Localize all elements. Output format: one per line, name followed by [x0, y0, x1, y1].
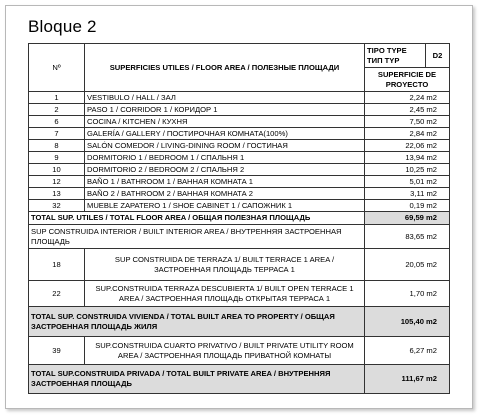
- header-surface-label: SUPERFICIE DE PROYECTO: [365, 68, 450, 92]
- table-row: [29, 104, 450, 116]
- table-row: [29, 176, 450, 188]
- header-description: SUPERFICIES UTILES / FLOOR AREA / ПОЛЕЗНЫЕ ПЛОЩАДИ: [85, 44, 365, 92]
- row-value: 20,05 m2: [365, 249, 450, 281]
- table-row: [29, 200, 450, 212]
- row-value: 22,06 m2: [365, 140, 450, 152]
- total-built-dwelling-row: [29, 307, 450, 337]
- row-num: 9: [29, 152, 85, 164]
- row-num: 22: [29, 281, 85, 307]
- total-built-dwelling-value: 105,40 m2: [365, 307, 450, 337]
- total-built-private-row: [29, 365, 450, 394]
- table-row: [29, 188, 450, 200]
- row-description: VESTIBULO / HALL / ЗАЛ: [85, 92, 365, 104]
- terrace-covered-row: [29, 249, 450, 281]
- total-useful-label: TOTAL SUP. UTILES / TOTAL FLOOR AREA / ОБЩАЯ ПОЛЕЗНАЯ ПЛОЩАДЬ: [29, 212, 365, 225]
- row-num: 18: [29, 249, 85, 281]
- row-description: BAÑO 1 / BATHROOM 1 / ВАННАЯ КОМНАТА 1: [85, 176, 365, 188]
- block-heading: Bloque 2: [28, 17, 97, 36]
- built-interior-value: 83,65 m2: [365, 225, 450, 249]
- total-useful-row: [29, 212, 450, 225]
- row-num: 10: [29, 164, 85, 176]
- row-value: 2,45 m2: [365, 104, 450, 116]
- row-value: 5,01 m2: [365, 176, 450, 188]
- table-row: [29, 164, 450, 176]
- total-built-private-label: TOTAL SUP.CONSTRUIDA PRIVADA / TOTAL BUILT PRIVATE AREA / ВНУТРЕННЯЯ ЗАСТРОЕННАЯ ПЛОЩАДЬ: [29, 365, 365, 394]
- row-num: 13: [29, 188, 85, 200]
- row-description: DORMITORIO 1 / BEDROOM 1 / СПАЛЬНЯ 1: [85, 152, 365, 164]
- total-useful-value: 69,59 m2: [365, 212, 450, 225]
- table-row: [29, 128, 450, 140]
- row-value: 7,50 m2: [365, 116, 450, 128]
- header-type-label: TIPO TYPE ТИП TYP: [365, 44, 426, 68]
- header-num: Nº: [29, 44, 85, 92]
- row-num: 2: [29, 104, 85, 116]
- row-value: 10,25 m2: [365, 164, 450, 176]
- row-value: 2,24 m2: [365, 92, 450, 104]
- terrace-open-row: [29, 281, 450, 307]
- row-description: PASO 1 / CORRIDOR 1 / КОРИДОР 1: [85, 104, 365, 116]
- utility-room-row: [29, 337, 450, 365]
- table-row: [29, 152, 450, 164]
- row-value: 2,84 m2: [365, 128, 450, 140]
- row-value: 13,94 m2: [365, 152, 450, 164]
- row-value: 1,70 m2: [365, 281, 450, 307]
- table-row: [29, 140, 450, 152]
- row-description: SUP.CONSTRUIDA CUARTO PRIVATIVO / BUILT PRIVATE UTILITY ROOM AREA / ЗАСТРОЕННАЯ ПЛОЩАДЬ ПРИВАТНОЙ КОМНАТЫ: [85, 337, 365, 365]
- row-description: GALERÍA / GALLERY / ПОСТИРОЧНАЯ КОМНАТА(100%): [85, 128, 365, 140]
- row-num: 12: [29, 176, 85, 188]
- built-interior-label: SUP CONSTRUIDA INTERIOR / BUILT INTERIOR AREA / ВНУТРЕННЯЯ ЗАСТРОЕННАЯ ПЛОЩАДЬ: [29, 225, 365, 249]
- row-description: SUP.CONSTRUIDA TERRAZA DESCUBIERTA 1/ BUILT OPEN TERRACE 1 AREA / ЗАСТРОЕННАЯ ПЛОЩАДЬ ОТКРЫТАЯ ТЕРРАСА 1: [85, 281, 365, 307]
- row-value: 3,11 m2: [365, 188, 450, 200]
- row-value: 0,19 m2: [365, 200, 450, 212]
- row-description: BAÑO 2 / BATHROOM 2 / ВАННАЯ КОМНАТА 2: [85, 188, 365, 200]
- row-num: 6: [29, 116, 85, 128]
- row-description: COCINA / KITCHEN / КУХНЯ: [85, 116, 365, 128]
- area-table: [28, 43, 450, 394]
- row-num: 39: [29, 337, 85, 365]
- built-interior-row: [29, 225, 450, 249]
- row-num: 1: [29, 92, 85, 104]
- document-page: [5, 5, 473, 409]
- row-value: 6,27 m2: [365, 337, 450, 365]
- row-description: MUEBLE ZAPATERO 1 / SHOE CABINET 1 / САПОЖНИК 1: [85, 200, 365, 212]
- row-description: SALÓN COMEDOR / LIVING-DINING ROOM / ГОСТИНАЯ: [85, 140, 365, 152]
- total-built-private-value: 111,67 m2: [365, 365, 450, 394]
- row-num: 7: [29, 128, 85, 140]
- header-type-value: D2: [426, 44, 450, 68]
- total-built-dwelling-label: TOTAL SUP. CONSTRUIDA VIVIENDA / TOTAL BUILT AREA TO PROPERTY / ОБЩАЯ ЗАСТРОЕННАЯ ПЛОЩАДЬ ЖИЛЯ: [29, 307, 365, 337]
- row-description: DORMITORIO 2 / BEDROOM 2 / СПАЛЬНЯ 2: [85, 164, 365, 176]
- table-row: [29, 92, 450, 104]
- table-row: [29, 116, 450, 128]
- row-description: SUP CONSTRUIDA DE TERRAZA 1/ BUILT TERRACE 1 AREA / ЗАСТРОЕННАЯ ПЛОЩАДЬ ТЕРРАСА 1: [85, 249, 365, 281]
- row-num: 8: [29, 140, 85, 152]
- row-num: 32: [29, 200, 85, 212]
